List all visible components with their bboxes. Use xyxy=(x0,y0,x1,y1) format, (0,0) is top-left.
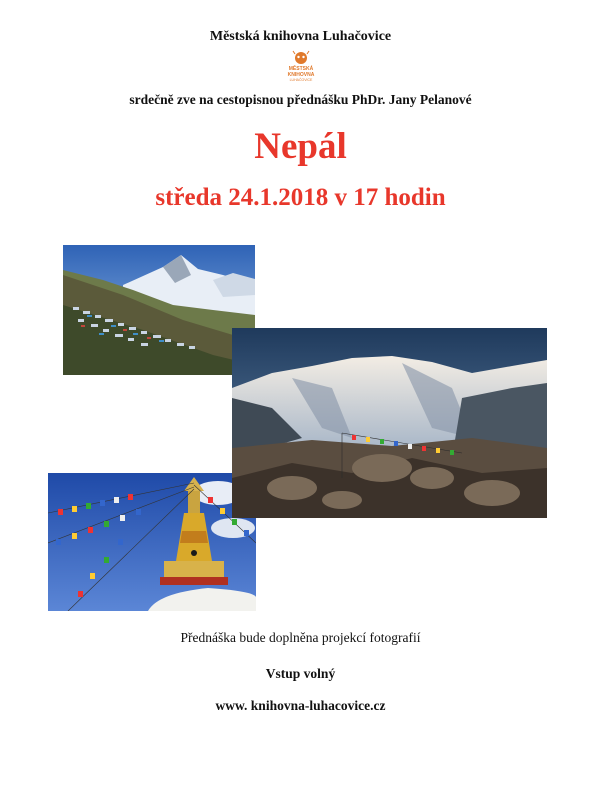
himalayan-village-photo xyxy=(63,245,255,375)
logo-text-2: KNIHOVNA xyxy=(287,72,315,78)
event-date-time: středa 24.1.2018 v 17 hodin xyxy=(155,184,446,211)
annapurna-mountain-photo xyxy=(232,328,547,518)
boudhanath-stupa-photo xyxy=(48,473,256,611)
logo-text-1: MĚSTSKÁ xyxy=(288,66,314,72)
invitation-text: srdečně zve na cestopisnou přednášku PhDr. Jany Pelanové xyxy=(129,92,472,107)
website-link[interactable]: www. knihovna-luhacovice.cz xyxy=(215,698,386,713)
library-name: Městská knihovna Luhačovice xyxy=(209,29,392,44)
projection-note: Přednáška bude doplněna projekcí fotografií xyxy=(180,630,421,645)
library-logo xyxy=(284,49,318,83)
free-entry-text: Vstup volný xyxy=(265,666,336,681)
event-title: Nepál xyxy=(254,126,347,167)
logo-text-3: LUHAČOVICE xyxy=(289,78,313,82)
